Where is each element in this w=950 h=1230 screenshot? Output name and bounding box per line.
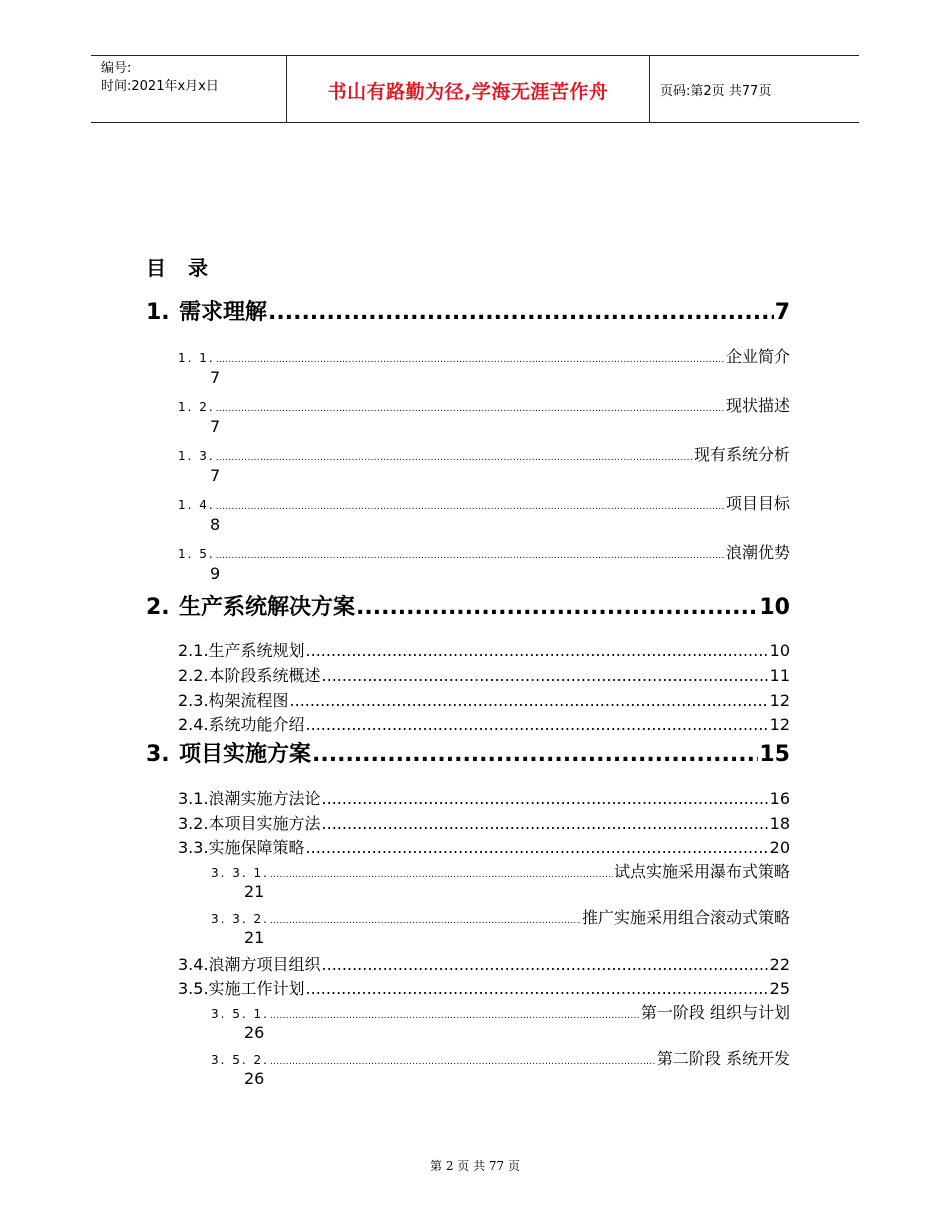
- toc-leader-dots: [270, 870, 613, 880]
- toc-leader-dots: [322, 789, 769, 808]
- header-time: 时间:2021年x月x日: [101, 79, 219, 94]
- toc-leader-dots: [216, 551, 725, 561]
- toc-leader-dots: [270, 1011, 640, 1021]
- toc-entry-number: 2.3.: [178, 691, 209, 710]
- toc-entry-page: 15: [759, 742, 790, 767]
- toc-leader-dots: [306, 715, 769, 734]
- toc-entry-number: 2.: [146, 595, 170, 620]
- toc-entry-number: 3. 5. 1.: [211, 1007, 269, 1021]
- toc-leader-dots: [270, 1057, 656, 1067]
- toc-entry-label: 构架流程图: [208, 691, 289, 710]
- toc-entry-page: 12: [769, 715, 790, 734]
- toc-entry-number: 3.4.: [178, 955, 209, 974]
- toc-entry-3-5-2[interactable]: [211, 1046, 790, 1069]
- toc-entry-number: 3.1.: [178, 789, 209, 808]
- toc-entry-3-3-1[interactable]: [211, 859, 790, 882]
- toc-entry-page: 21: [244, 882, 265, 901]
- toc-entry-page: 16: [769, 789, 790, 808]
- toc-entry-page: 22: [769, 955, 790, 974]
- toc-entry-number: 3. 3. 2.: [211, 912, 269, 926]
- toc-entry-page: 7: [210, 368, 221, 387]
- toc-entry-number: 3.: [146, 742, 170, 767]
- toc-entry-label: 本项目实施方法: [208, 814, 321, 833]
- toc-entry-page: 26: [244, 1069, 265, 1088]
- toc-leader-dots: [306, 979, 769, 998]
- toc-leader-dots: [216, 404, 725, 414]
- toc-title-char-1: 目: [146, 256, 166, 280]
- toc-leader-dots: [322, 814, 769, 833]
- toc-entry-2-2[interactable]: [178, 663, 790, 686]
- page-footer: 第 2 页 共 77 页: [430, 1159, 520, 1173]
- toc-entry-number: 1.: [146, 300, 170, 325]
- toc-leader-dots: [306, 641, 769, 660]
- toc-entry-3-5-1[interactable]: [211, 1000, 790, 1023]
- toc-title: [146, 252, 208, 281]
- toc-entry-label: 浪潮实施方法论: [208, 789, 321, 808]
- toc-entry-page: 7: [210, 466, 221, 485]
- toc-leader-dots: [322, 955, 769, 974]
- toc-entry-3[interactable]: [146, 737, 790, 768]
- toc-entry-label: 浪潮优势: [725, 543, 790, 562]
- toc-leader-dots: [356, 595, 758, 620]
- toc-entry-2[interactable]: [146, 590, 790, 621]
- toc-leader-dots: [306, 838, 769, 857]
- toc-entry-3-1[interactable]: [178, 786, 790, 809]
- toc-leader-dots: [268, 300, 774, 325]
- toc-entry-label: 需求理解: [179, 300, 268, 325]
- toc-entry-1-5[interactable]: [178, 540, 790, 563]
- toc-leader-dots: [270, 916, 581, 926]
- toc-entry-number: 2.1.: [178, 641, 209, 660]
- toc-entry-number: 2.4.: [178, 715, 209, 734]
- toc-title-char-2: 录: [188, 256, 208, 280]
- toc-leader-dots: [216, 355, 725, 365]
- toc-entry-number: 2.2.: [178, 666, 209, 685]
- toc-entry-label: 现有系统分析: [693, 445, 790, 464]
- toc-entry-page: 9: [210, 564, 221, 583]
- toc-entry-page: 10: [759, 595, 790, 620]
- toc-entry-label: 项目目标: [725, 494, 790, 513]
- toc-entry-number: 3.2.: [178, 814, 209, 833]
- toc-entry-number: 3. 3. 1.: [211, 866, 269, 880]
- toc-entry-page: 11: [769, 666, 790, 685]
- toc-entry-page: 12: [769, 691, 790, 710]
- toc-entry-1-2[interactable]: [178, 393, 790, 416]
- toc-entry-number: 3.3.: [178, 838, 209, 857]
- toc-entry-1-3[interactable]: [178, 442, 790, 465]
- toc-entry-label: 系统功能介绍: [208, 715, 305, 734]
- toc-entry-3-5[interactable]: [178, 976, 790, 999]
- toc-entry-number: 1. 2.: [178, 400, 215, 414]
- toc-leader-dots: [216, 502, 725, 512]
- header-meta: [91, 56, 286, 122]
- toc-entry-page: 21: [244, 928, 265, 947]
- toc-entry-number: 3. 5. 2.: [211, 1053, 269, 1067]
- toc-entry-3-4[interactable]: [178, 952, 790, 975]
- toc-entry-number: 1. 3.: [178, 449, 215, 463]
- toc-entry-label: 实施保障策略: [208, 838, 305, 857]
- toc-entry-3-3-2[interactable]: [211, 905, 790, 928]
- toc-entry-number: 1. 4.: [178, 498, 215, 512]
- toc-entry-label: 本阶段系统概述: [208, 666, 321, 685]
- toc-entry-1-4[interactable]: [178, 491, 790, 514]
- toc-entry-2-4[interactable]: [178, 712, 790, 735]
- toc-entry-label: 企业简介: [725, 347, 790, 366]
- toc-leader-dots: [290, 691, 769, 710]
- toc-entry-page: 8: [210, 515, 221, 534]
- header-page-info: 页码:第2页 共77页: [660, 83, 772, 99]
- toc-entry-label: 现状描述: [725, 396, 790, 415]
- toc-entry-1[interactable]: [146, 295, 790, 326]
- toc-entry-page: 10: [769, 641, 790, 660]
- toc-entry-label: 生产系统规划: [208, 641, 305, 660]
- toc-entry-3-3[interactable]: [178, 835, 790, 858]
- toc-entry-number: 1. 1.: [178, 351, 215, 365]
- toc-leader-dots: [216, 453, 693, 463]
- toc-entry-page: 18: [769, 814, 790, 833]
- toc-entry-number: 1. 5.: [178, 547, 215, 561]
- toc-leader-dots: [312, 742, 758, 767]
- toc-entry-label: 项目实施方案: [179, 742, 312, 767]
- header-motto: 书山有路勤为径,学海无涯苦作舟: [286, 56, 650, 122]
- toc-entry-page: 26: [244, 1023, 265, 1042]
- page-header: [91, 55, 859, 123]
- toc-entry-page: 25: [769, 979, 790, 998]
- toc-entry-label: 实施工作计划: [208, 979, 305, 998]
- toc-entry-number: 3.5.: [178, 979, 209, 998]
- header-number: 编号:: [101, 61, 132, 76]
- toc-entry-3-2[interactable]: [178, 811, 790, 834]
- toc-entry-label: 第二阶段 系统开发: [656, 1049, 790, 1068]
- toc-entry-page: 7: [774, 300, 790, 325]
- toc-entry-page: 20: [769, 838, 790, 857]
- toc-leader-dots: [322, 666, 769, 685]
- toc-entry-1-1[interactable]: [178, 344, 790, 367]
- toc-entry-label: 推广实施采用组合滚动式策略: [581, 908, 790, 927]
- toc-entry-label: 第一阶段 组织与计划: [640, 1003, 790, 1022]
- toc-entry-label: 浪潮方项目组织: [208, 955, 321, 974]
- toc-entry-label: 生产系统解决方案: [179, 595, 356, 620]
- toc-entry-2-1[interactable]: [178, 638, 790, 661]
- toc-entry-label: 试点实施采用瀑布式策略: [613, 862, 790, 881]
- toc-entry-2-3[interactable]: [178, 688, 790, 711]
- toc-entry-page: 7: [210, 417, 221, 436]
